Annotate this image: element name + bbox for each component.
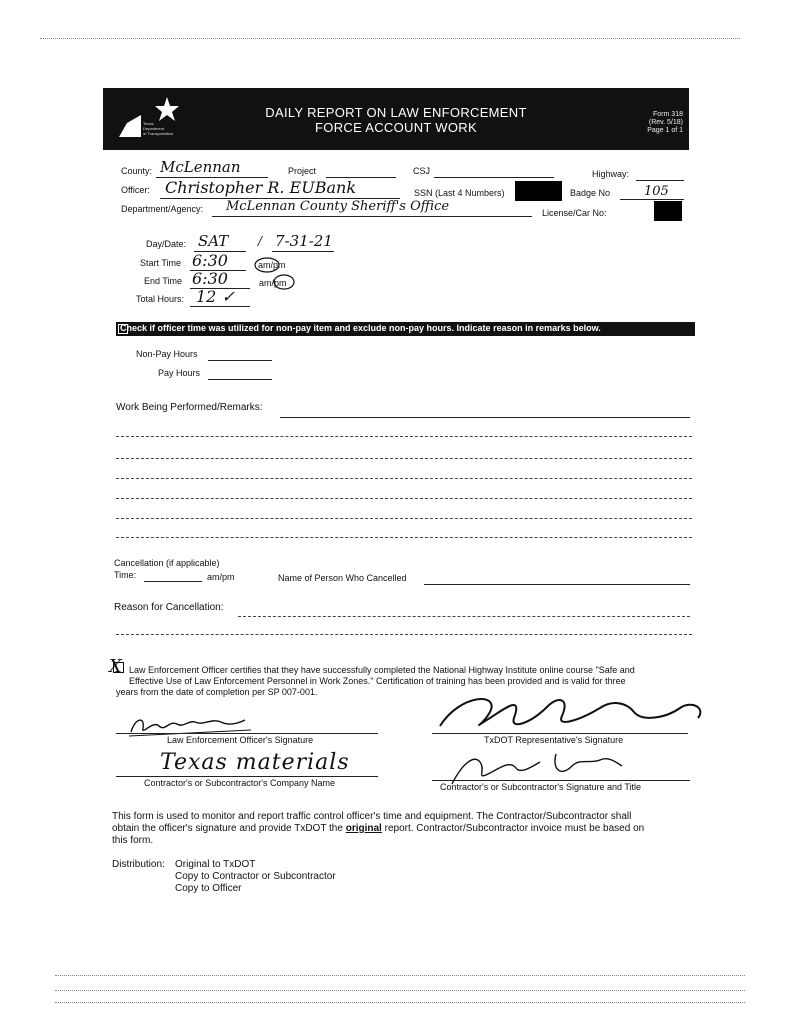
day-value: SAT [198,232,229,250]
distribution-item: Copy to Contractor or Subcontractor [175,871,336,882]
company-name-line[interactable] [116,776,378,777]
end-time-value: 6:30 [192,269,228,288]
pay-hours-label: Pay Hours [158,368,201,378]
cancellation-time-field-line[interactable] [144,581,202,582]
pay-hours-field-line[interactable] [208,379,272,380]
nonpay-instruction-text: Check if officer time was utilized for non-pay item and exclude non-pay hours. Indicate reason in remarks below. [120,323,601,333]
date-separator: / [258,234,263,248]
remarks-line[interactable] [116,537,692,538]
certification-check-mark: X [109,656,122,677]
ssn-label: SSN (Last 4 Numbers) [414,188,505,198]
project-label: Project [288,166,317,176]
form-revision: (Rev. 5/18) [648,119,683,126]
officer-signature-line[interactable] [116,733,378,734]
nonpay-hours-label: Non-Pay Hours [136,349,198,359]
cancellation-reason-line[interactable] [116,634,692,635]
start-ampm[interactable]: am/pm [258,260,286,270]
date-field-line[interactable] [272,251,334,252]
contractor-signature-line[interactable] [432,780,690,781]
form-usage-note [112,811,644,847]
note-text: report. Contractor/Subcontractor invoice must be based on [381,823,645,834]
nonpay-instruction-bar [116,322,695,336]
remarks-label: Work Being Performed/Remarks: [116,402,263,413]
form-header [103,88,689,150]
logo-text: Texas [143,121,154,126]
form-number: Form 318 [653,111,683,118]
company-name-label: Contractor's or Subcontractor's Company Name [144,778,336,788]
county-label: County: [121,166,153,176]
txdot-signature-label: TxDOT Representative's Signature [484,735,624,745]
officer-value: Christopher R. EUBank [165,178,357,197]
distribution-item: Copy to Officer [175,883,242,894]
logo-text: Department [143,126,164,131]
contractor-signature-label: Contractor's or Subcontractor's Signature and Title [440,782,642,792]
distribution-label: Distribution: [112,859,165,870]
scan-noise-top [40,38,740,39]
cancellation-heading: Cancellation (if applicable) [114,558,220,568]
am-circle-mark [253,256,283,274]
badge-field-line[interactable] [620,199,684,200]
scan-noise-bottom [55,990,745,991]
officer-label: Officer: [121,185,150,195]
remarks-line[interactable] [116,498,692,499]
note-line: This form is used to monitor and report traffic control officer's time and equipment. The Contractor/Subcontractor shall [112,811,632,822]
department-value: McLennan County Sheriff's Office [226,199,450,214]
distribution-list [175,859,336,895]
total-hours-value: 12 ✓ [196,287,235,306]
county-value: McLennan [160,158,241,176]
form-title [103,105,689,135]
certification-line: Law Enforcement Officer certifies that they have successfully completed the National Highway Institute online course "Safe and [129,665,635,675]
end-time-label: End Time [144,276,183,286]
remarks-line[interactable] [116,436,692,437]
certification-line: years from the date of completion per SP 007-001. [116,687,318,697]
csj-field-line[interactable] [434,177,554,178]
department-label: Department/Agency: [121,204,204,214]
txdot-signature-line[interactable] [432,733,688,734]
page-number: Page 1 of 1 [647,127,683,134]
scan-noise-bottom [55,975,745,976]
csj-label: CSJ [413,166,431,176]
note-text: obtain the officer's signature and provide TxDOT the [112,823,346,834]
company-name-value: Texas materials [160,750,350,775]
nonpay-hours-field-line[interactable] [208,360,272,361]
cancelled-by-field-line[interactable] [424,584,690,585]
license-redaction [654,201,682,221]
badge-value: 105 [644,184,669,199]
daydate-label: Day/Date: [146,239,187,249]
note-line [112,823,644,835]
cancelled-by-label: Name of Person Who Cancelled [278,573,407,583]
cancellation-ampm: am/pm [207,572,235,582]
scan-noise-bottom [55,1002,745,1003]
remarks-line[interactable] [280,417,690,418]
distribution-item: Original to TxDOT [175,859,256,870]
pm-circle-mark [272,273,298,291]
form-title-line2: FORCE ACCOUNT WORK [315,120,477,135]
start-time-label: Start Time [140,258,182,268]
cancellation-reason-line[interactable] [238,616,690,617]
officer-signature-label: Law Enforcement Officer's Signature [167,735,314,745]
total-hours-field-line[interactable] [190,306,250,307]
ssn-redaction [515,181,562,201]
form-title-line1: DAILY REPORT ON LAW ENFORCEMENT [265,105,527,120]
highway-field-line[interactable] [636,180,684,181]
badge-label: Badge No [570,188,611,198]
txdot-signature [430,688,710,738]
certification-line: Effective Use of Law Enforcement Personnel in Work Zones." Certification of training has been provided and is valid for three [129,676,626,686]
cancellation-reason-label: Reason for Cancellation: [114,602,224,613]
start-time-value: 6:30 [192,251,228,270]
highway-label: Highway: [592,169,630,179]
logo-text: of Transportation [143,131,174,136]
end-ampm[interactable]: am/pm [259,278,287,288]
department-field-line[interactable] [212,216,532,217]
license-label: License/Car No: [542,208,607,218]
remarks-line[interactable] [116,458,692,459]
date-value: 7-31-21 [275,232,333,250]
note-line: this form. [112,835,154,846]
remarks-line[interactable] [116,478,692,479]
remarks-line[interactable] [116,518,692,519]
total-hours-label: Total Hours: [136,294,185,304]
cancellation-time-label: Time: [114,570,137,580]
note-original-emphasis: original [345,823,382,834]
